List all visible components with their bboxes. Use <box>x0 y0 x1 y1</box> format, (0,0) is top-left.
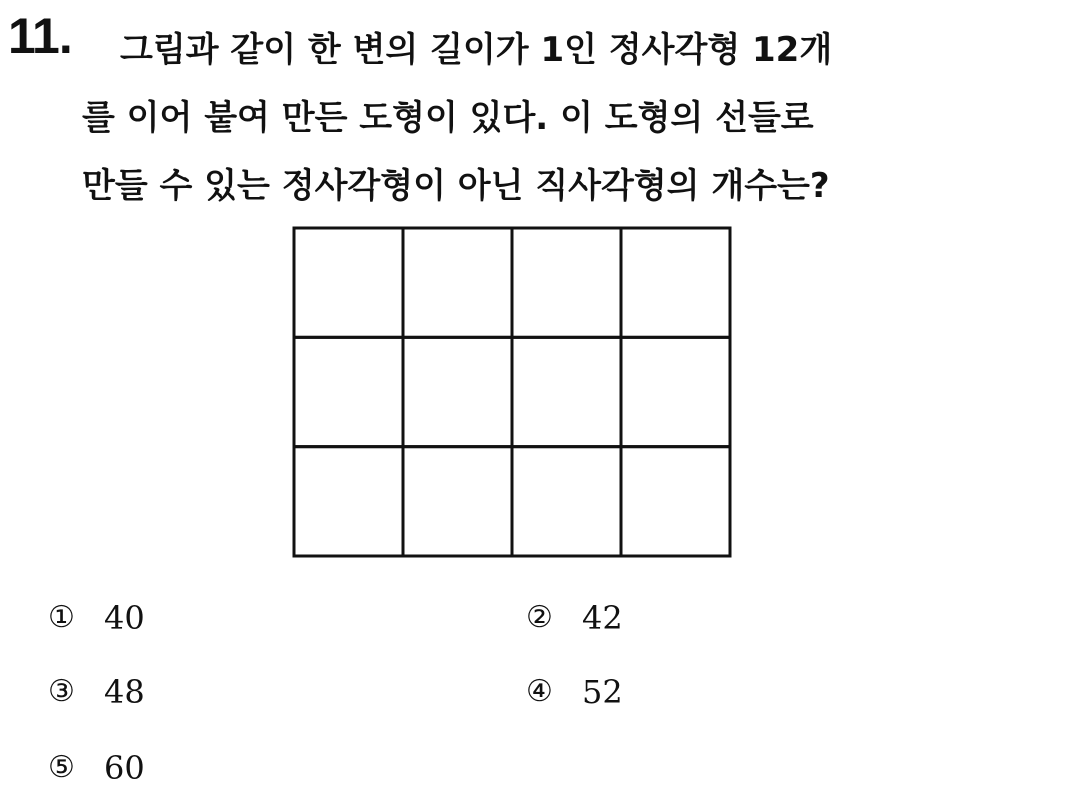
choice-4[interactable] <box>526 672 623 712</box>
choice-2[interactable] <box>526 598 623 638</box>
choice-1-marker: ① <box>48 600 75 635</box>
unit-square <box>403 337 512 446</box>
grid-diagram <box>292 226 732 558</box>
choice-5-value: 60 <box>104 749 145 787</box>
unit-square <box>621 228 730 337</box>
choice-3-marker: ③ <box>48 674 75 709</box>
unit-square <box>621 447 730 556</box>
choice-4-marker: ④ <box>526 674 553 709</box>
choice-2-value: 42 <box>582 599 623 637</box>
unit-square <box>403 228 512 337</box>
choice-1[interactable] <box>48 598 145 638</box>
unit-square <box>621 337 730 446</box>
choice-3-value: 48 <box>104 673 145 711</box>
choice-5[interactable] <box>48 748 145 788</box>
choice-5-marker: ⑤ <box>48 750 75 785</box>
grid-figure <box>292 226 732 558</box>
unit-square <box>294 337 403 446</box>
question-text <box>82 16 1022 220</box>
choice-3[interactable] <box>48 672 145 712</box>
choice-1-value: 40 <box>104 599 145 637</box>
unit-square <box>512 447 621 556</box>
choice-4-value: 52 <box>582 673 623 711</box>
question-line-2: 를 이어 붙여 만든 도형이 있다. 이 도형의 선들로 <box>82 98 814 138</box>
answer-choices <box>48 598 808 798</box>
unit-square <box>512 228 621 337</box>
choice-2-marker: ② <box>526 600 553 635</box>
question-line-3: 만들 수 있는 정사각형이 아닌 직사각형의 개수는? <box>82 166 830 206</box>
unit-square <box>512 337 621 446</box>
question-number: 11. <box>8 8 72 64</box>
unit-square <box>403 447 512 556</box>
unit-square <box>294 447 403 556</box>
question-line-1: 그림과 같이 한 변의 길이가 1인 정사각형 12개 <box>120 30 833 70</box>
unit-square <box>294 228 403 337</box>
